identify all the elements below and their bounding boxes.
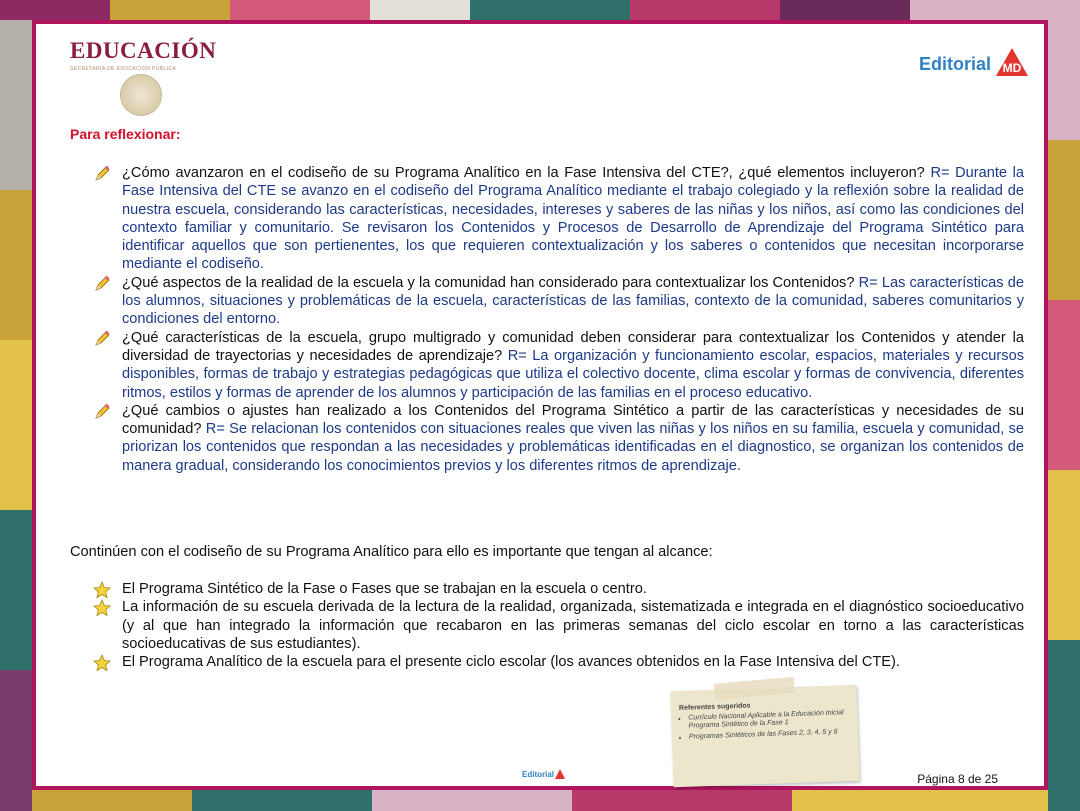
logo-title: EDUCACIÓN: [70, 38, 217, 63]
bg-block: [1048, 140, 1080, 300]
document-page: [32, 20, 1048, 790]
answer-text: R= Se relacionan los contenidos con situaciones reales que viven las niñas y los niños en su familia, escuela y comunidad, se priorizan los contenidos que respondan a las necesidades y problemáticas identificadas en el diagnostico, se organizan los contenidos de manera gradual, considerando los conocimientos previos y los diferentes ritmos de aprendizaje.: [122, 421, 1024, 474]
bg-block: [0, 510, 32, 670]
editorial-md-logo: [919, 46, 1030, 82]
bg-block: [372, 790, 572, 811]
md-logo-icon: [994, 46, 1030, 82]
logo-subtitle: SECRETARÍA DE EDUCACIÓN PÚBLICA: [70, 66, 177, 72]
question-list: [88, 164, 1024, 475]
svg-text:MD: MD: [1002, 61, 1022, 75]
sticky-note: [670, 685, 859, 787]
bg-block: [630, 0, 780, 20]
brand-text: Editorial: [918, 53, 991, 74]
bg-block: [32, 790, 192, 811]
answer-text: R= La organización y funcionamiento escolar, espacios, materiales y recursos disponibles, formas de trabajo y estrategias pedagógicas que utiliza el colectivo docente, clima escolar y formas de convivencia, diferentes ritmos, estilos y formas de aprender de los alumnos y participación de las familias en el proceso educativo.: [122, 347, 1024, 401]
coat-of-arms-icon: [120, 74, 162, 116]
note-list: [679, 709, 850, 742]
bg-block: [780, 0, 910, 20]
bg-block: [470, 0, 630, 20]
star-icon: [93, 581, 111, 599]
bg-block: [110, 0, 230, 20]
list-item: [88, 164, 1024, 274]
bg-block: [0, 670, 32, 811]
note-item: • Currículo Nacional Aplicable a la Educación Inicial Programa Sintético de la Fase 1: [688, 709, 849, 731]
question-text: ¿Qué aspectos de la realidad de la escuela y la comunidad han considerado para contextualizar los Contenidos?: [122, 274, 855, 291]
section-title: Para reflexionar:: [70, 126, 181, 142]
bg-block: [370, 0, 470, 20]
note-item: • Programas Sintéticos de las Fases 2, 3, 4, 5 y 6: [689, 728, 850, 742]
answer-text: R= Las características de los alumnos, situaciones y problemáticas de la escuela, características de las familias, contexto de la comunidad, saberes comunitarios y condiciones del entorno.: [122, 274, 1024, 328]
bg-block: [1048, 470, 1080, 640]
intro-text: Continúen con el codiseño de su Programa Analítico para ello es importante que tengan al alcance:: [70, 544, 713, 560]
bg-block: [0, 0, 110, 20]
resource-list: [88, 580, 1024, 671]
star-icon: [93, 599, 111, 617]
bg-block: [192, 790, 372, 811]
bg-block: [0, 340, 32, 510]
md-logo-icon: [554, 768, 566, 780]
list-item: [88, 402, 1024, 475]
note-title: Referentes sugeridos: [678, 702, 751, 712]
answer-text: R= Durante la Fase Intensiva del CTE se avanzo en el codiseño del Programa Analítico mediante el trabajo colegiado y la reflexión sobre la realidad de nuestra escuela, considerando las características, necesidades, intereses y saberes de las niñas y los niños, así como las condiciones del contexto familiar y comunitario. Se revisaron los Contenidos y Procesos de Desarrollo de Aprendizaje del Programa Sintético para identificar aquellos que son pertienentes, los que requieren contextualización y los saberes o contenidos que necesitan incorporarse mediante el codiseño.: [122, 165, 1025, 273]
pencil-icon: [93, 275, 111, 293]
bg-block: [1048, 640, 1080, 811]
resource-text: La información de su escuela derivada de la lectura de la realidad, organizada, sistematizada e integrada en el diagnóstico socioeducativo (y al que han integrado la información que recabaron en las primeras semanas del ciclo escolar en torno a las características socioeducativas de sus estudiantes).: [122, 599, 1024, 652]
bg-block: [572, 790, 792, 811]
question-text: ¿Cómo avanzaron en el codiseño de su Programa Analítico en la Fase Intensiva del CTE?, ¿qué elementos incluyeron?: [122, 165, 925, 181]
pencil-icon: [93, 403, 111, 421]
resource-text: El Programa Sintético de la Fase o Fases que se trabajan en la escuela o centro.: [122, 581, 647, 597]
pencil-icon: [93, 165, 111, 183]
page-number: Página 8 de 25: [917, 772, 998, 786]
list-item: [88, 598, 1024, 653]
star-icon: [93, 654, 111, 672]
footer-brand-text: Editorial: [522, 769, 555, 779]
sep-logo: [70, 38, 216, 72]
list-item: [88, 580, 1024, 598]
bg-block: [792, 790, 1048, 811]
list-item: [88, 329, 1024, 402]
footer-logo: [522, 768, 566, 780]
resource-text: El Programa Analítico de la escuela para el presente ciclo escolar (los avances obtenidos en la Fase Intensiva del CTE).: [122, 654, 900, 671]
bg-block: [1048, 300, 1080, 470]
question-text: ¿Qué cambios o ajustes han realizado a los Contenidos del Programa Sintético a partir de las características y necesidades de su comunidad?: [122, 402, 1024, 438]
bg-block: [230, 0, 370, 20]
question-text: ¿Qué características de la escuela, grupo multigrado y comunidad deben considerar para contextualizar los Contenidos y atender la diversidad de trayectorias y necesidades de aprendizaje?: [122, 329, 1024, 364]
bg-block: [1048, 20, 1080, 140]
pencil-icon: [93, 330, 111, 348]
bg-block: [910, 0, 1080, 20]
tape-strip: [714, 677, 795, 700]
bg-block: [0, 20, 32, 190]
list-item: [88, 274, 1024, 329]
bg-block: [0, 190, 32, 340]
list-item: [88, 653, 1024, 671]
